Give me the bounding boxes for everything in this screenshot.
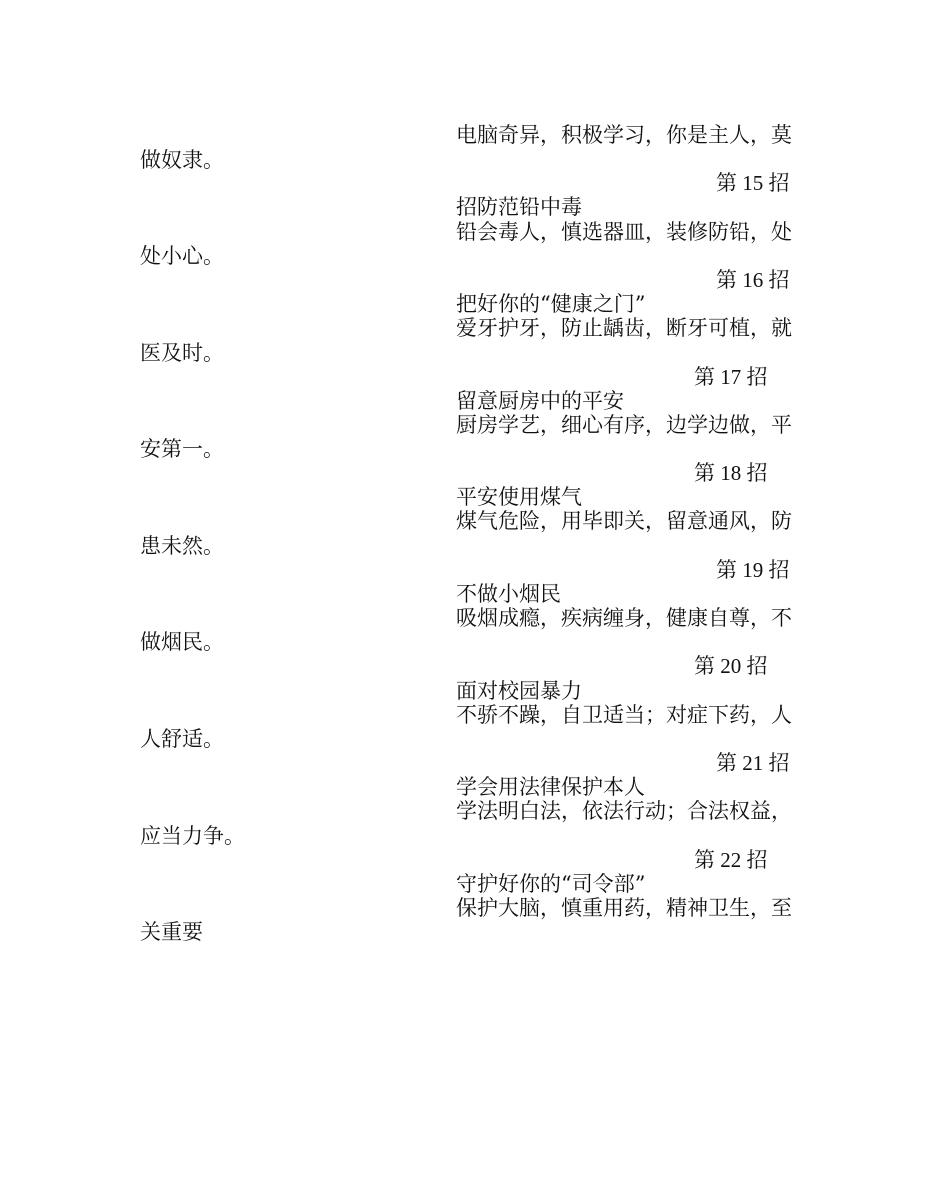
- chapter-heading: 第 17 招: [694, 365, 768, 389]
- section-title: 招防范铅中毒: [456, 195, 582, 219]
- chapter-heading: 第 21 招: [716, 751, 790, 775]
- text-line: 安第一。: [140, 437, 224, 461]
- text-line: 保护大脑，慎重用药，精神卫生，至: [456, 896, 792, 920]
- text-line: 厨房学艺，细心有序，边学边做，平: [456, 413, 792, 437]
- text-line: 不骄不躁，自卫适当；对症下药，人: [456, 703, 792, 727]
- chapter-heading: 第 20 招: [694, 654, 768, 678]
- text-line: 处小心。: [140, 244, 224, 268]
- text-line: 学法明白法，依法行动；合法权益，: [456, 799, 792, 823]
- text-line: 关重要: [140, 920, 203, 944]
- chapter-heading: 第 15 招: [716, 171, 790, 195]
- section-title: 守护好你的“司令部”: [456, 872, 646, 896]
- section-title: 学会用法律保护本人: [456, 775, 645, 799]
- text-line: 爱牙护牙，防止龋齿，断牙可植，就: [456, 316, 792, 340]
- section-title: 面对校园暴力: [456, 679, 582, 703]
- section-title: 留意厨房中的平安: [456, 389, 624, 413]
- text-line: 煤气危险，用毕即关，留意通风，防: [456, 509, 792, 533]
- chapter-heading: 第 22 招: [694, 848, 768, 872]
- section-title: 不做小烟民: [456, 582, 561, 606]
- text-line: 电脑奇异，积极学习，你是主人，莫: [456, 123, 792, 147]
- chapter-heading: 第 19 招: [716, 558, 790, 582]
- text-line: 应当力争。: [140, 824, 245, 848]
- chapter-heading: 第 18 招: [694, 461, 768, 485]
- section-title: 平安使用煤气: [456, 485, 582, 509]
- section-title: 把好你的“健康之门”: [456, 292, 646, 316]
- text-line: 吸烟成瘾，疾病缠身，健康自尊，不: [456, 606, 792, 630]
- text-line: 患未然。: [140, 534, 224, 558]
- text-line: 医及时。: [140, 341, 224, 365]
- text-line: 人舒适。: [140, 727, 224, 751]
- text-line: 做奴隶。: [140, 148, 224, 172]
- text-line: 铅会毒人，慎选器皿，装修防铅，处: [456, 220, 792, 244]
- chapter-heading: 第 16 招: [716, 268, 790, 292]
- text-line: 做烟民。: [140, 630, 224, 654]
